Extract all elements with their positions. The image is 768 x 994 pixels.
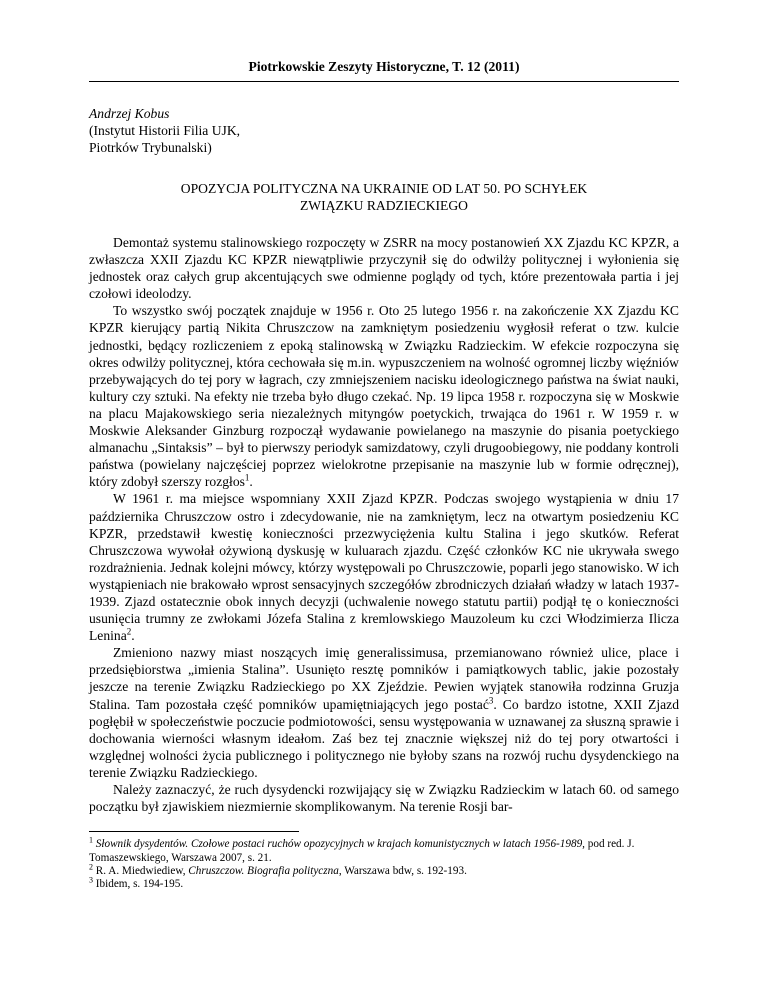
header-rule — [89, 81, 679, 82]
article-body — [89, 234, 679, 815]
paragraph-3 — [89, 490, 679, 644]
author-affiliation-line1: (Instytut Historii Filia UJK, — [89, 123, 241, 138]
footnote-3-rest: Ibidem, s. 194-195. — [93, 878, 184, 891]
journal-header: Piotrkowskie Zeszyty Historyczne, T. 12 (2011) — [248, 59, 520, 74]
footnote-3 — [89, 875, 679, 891]
footnote-1 — [89, 835, 679, 865]
paragraph-2 — [89, 302, 679, 490]
author-affiliation-line2: Piotrków Trybunalski) — [89, 140, 212, 155]
footnote-1-title: Słownik dysydentów. Czołowe postaci ruchów opozycyjnych w krajach komunistycznych w latach 1956-1989, — [95, 838, 585, 851]
footnote-2-number: 2 — [89, 862, 93, 872]
paragraph-1 — [89, 234, 679, 302]
paragraph-3-text: W 1961 r. ma miejsce wspomniany XXII Zjazd KPZR. Podczas swojego wystąpienia w dniu 17 października Chruszczow ostro i zdecydowanie, nie na zamkniętym, lecz na otwartym posiedzeniu KC KPZR, przedstawił kwestię konieczności przezwyciężenia kultu Stalina i jego skutków. Referat Chruszczowa wywołał ożywioną dyskusję w kuluarach zjazdu. Część członków KC nie ukrywała swego rozdrażnienia. Jednak kolejni mówcy, którzy występowali po Chruszczowie, poparli jego stanowisko. W ich wystąpieniach nie brakowało wprost sensacyjnych szczegółów zbrodniczych działań władzy w latach 1937-1939. Zjazd ostatecznie obok innych decyzji (uchwalenie nowego statutu partii) podjął tę o konieczności usunięcia trumny ze zwłokami Józefa Stalina z kremlowskiego Mauzoleum ku czci Włodzimierza Ilicza Lenina — [89, 491, 679, 644]
footnote-ref-3[interactable]: 3 — [488, 695, 494, 705]
paragraph-1-text: Demontaż systemu stalinowskiego rozpoczęty w ZSRR na mocy postanowień XX Zjazdu KC KPZR, a zwłaszcza XXII Zjazdu KC KPZR niewątpliwie przyczynił się do odwilży politycznej i wyłonienia się jednostek oraz całych grup akcentujących swe odmienne poglądy od tych, które prezentowała partia i jej czołowi ideolodzy. — [89, 235, 679, 302]
document-page — [89, 0, 679, 892]
author-block — [89, 105, 679, 156]
footnote-2-title: Chruszczow. Biografia polityczna — [188, 865, 339, 877]
author-name: Andrzej Kobus — [89, 106, 170, 121]
paragraph-2-end: . — [249, 474, 253, 490]
paragraph-4-text-b: . Co bardzo istotne, XXII Zjazd pogłębił w społeczeństwie poczucie podmiotowości, sensu występowania w uznawanej za słuszną sprawie i dochowania wierności własnym ideałom. Zaś bez tej znacznie większej niż do tej pory otwartości i względnej wolności życia publicznego i politycznego nie byłoby szans na rozwój ruchu dysydenckiego na terenie Związku Radzieckiego. — [89, 696, 679, 780]
paragraph-5 — [89, 781, 679, 815]
footnote-1-rest: pod red. J. Tomaszewskiego, Warszawa 2007, s. 21. — [89, 838, 635, 864]
paragraph-4-text-a: Zmieniono nazwy miast noszących imię generalissimusa, przemianowano również ulice, place i przedsiębiorstwa „imienia Stalina”. Usunięto resztę pomników i pamiątkowych tablic, jakie pozostały jeszcze na terenie Związku Radzieckiego po XX Zjeździe. Pewien wyjątek stanowiła rodzinna Gruzja Stalina. Tam pozostała część pomników upamiętniających jego postać — [89, 645, 679, 712]
article-title-line1: OPOZYCJA POLITYCZNA NA UKRAINIE OD LAT 50. PO SCHYŁEK — [180, 181, 588, 196]
footnote-3-number: 3 — [89, 875, 93, 885]
footnote-separator — [89, 831, 299, 832]
footnote-1-number: 1 — [89, 835, 93, 845]
footnotes — [89, 835, 679, 892]
footnote-2 — [89, 862, 679, 878]
article-title-line2: ZWIĄZKU RADZIECKIEGO — [300, 198, 468, 213]
paragraph-2-text: To wszystko swój początek znajduje w 1956 r. Oto 25 lutego 1956 r. na zakończenie XX Zjazdu KC KPZR kierujący partią Nikita Chruszczow na zamkniętym posiedzeniu wygłosił referat o tzw. kulcie jednostki, będący rozliczeniem z epoką stalinowską w Związku Radzieckim. W efekcie rozpoczyna się okres odwilży politycznej, która cechowała się m.in. wypuszczeniem na wolność ogromnej liczby więźniów przebywających do tej pory w łagrach, czy zmniejszeniem nacisku ideologicznego państwa na świat nauki, kultury czy sztuki. Na efekty nie trzeba było długo czekać. Np. 19 lipca 1958 r. rozpoczyna się w Moskwie na placu Majakowskiego seria niezależnych mityngów poetyckich, trwająca do 1961 r. W 1959 r. w Moskwie Aleksander Ginzburg rozpoczął wydawanie powielanego na maszynie do pisania poetyckiego almanachu „Sintaksis” – był to pierwszy periodyk samizdatowy, czyli drugoobiegowy, nie poddany kontroli państwa (powielany najczęściej poprzez wielokrotne przepisanie na maszynie lub w formie odręcznej), który zdobył szerszy rozgłos — [89, 303, 679, 490]
footnote-2-rest: , Warszawa bdw, s. 192-193. — [338, 865, 467, 877]
paragraph-4 — [89, 644, 679, 781]
footnote-ref-2[interactable]: 2 — [126, 626, 132, 637]
article-title — [89, 180, 679, 214]
paragraph-3-end: . — [131, 628, 135, 644]
footnote-ref-1[interactable]: 1 — [244, 472, 250, 483]
footnote-2-lead: R. A. Miedwiediew, — [93, 865, 189, 877]
paragraph-5-text: Należy zaznaczyć, że ruch dysydencki rozwijający się w Związku Radzieckim w latach 60. od samego początku był zjawiskiem niezmiernie skomplikowanym. Na terenie Rosji bar- — [89, 782, 679, 815]
